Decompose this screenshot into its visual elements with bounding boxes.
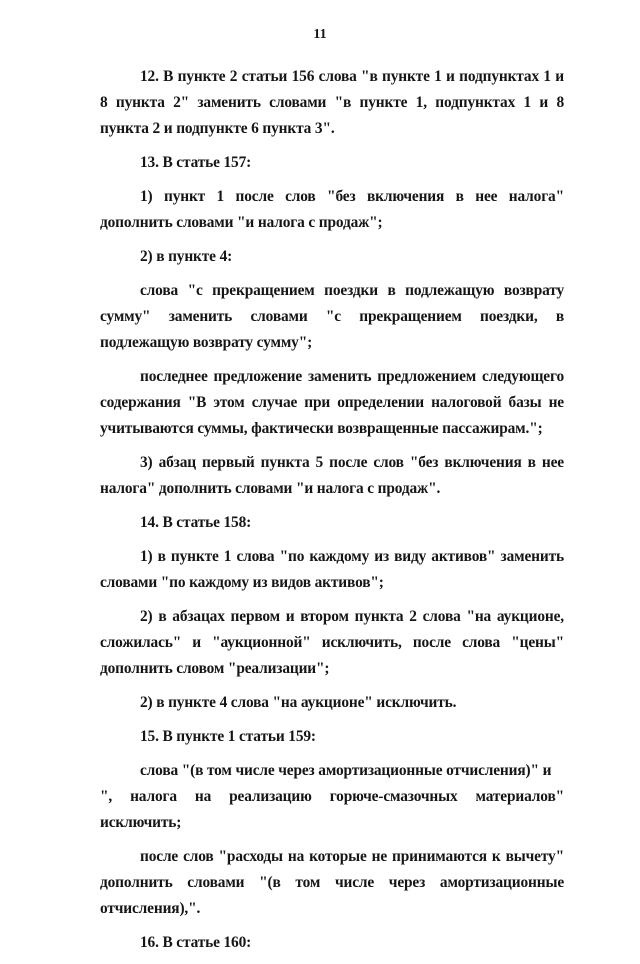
paragraph-13-2-sentence: последнее предложение заменить предложением следующего содержания "В этом случае при определении налоговой базы не учитываются суммы, фактически возвращенные пассажирам.";: [100, 368, 564, 437]
paragraph-item-16-heading: 16. В статье 160:: [140, 934, 252, 951]
paragraph-14-2b: 2) в пункте 4 слова "на аукционе" исключить.: [140, 694, 457, 711]
page-number: 11: [313, 27, 327, 42]
paragraph-item-12: 12. В пункте 2 статьи 156 слова "в пункте 1 и подпунктах 1 и 8 пункта 2" заменить словами "в пункте 1, подпунктах 1 и 8 пункта 2 и подпункте 6 пункта 3".: [100, 68, 564, 137]
paragraph-item-15-heading: 15. В пункте 1 статьи 159:: [140, 728, 316, 745]
paragraph-item-14-heading: 14. В статье 158:: [140, 514, 252, 531]
paragraph-13-2: 2) в пункте 4:: [140, 248, 233, 265]
paragraph-13-2-words: слова "с прекращением поездки в подлежащую возврату сумму" заменить словами "с прекращением поездки, в подлежащую возврату сумму";: [100, 282, 564, 351]
paragraph-15-after-words: после слов "расходы на которые не принимаются к вычету" дополнить словами "(в том числе через амортизационные отчисления),".: [100, 848, 564, 917]
paragraph-15-words: слова "(в том числе через амортизационные отчисления)" и: [140, 762, 552, 779]
paragraph-14-1: 1) в пункте 1 слова "по каждому из виду активов" заменить словами "по каждому из видов активов";: [100, 548, 564, 591]
document-body: [100, 64, 564, 964]
paragraph-13-3: 3) абзац первый пункта 5 после слов "без включения в нее налога" дополнить словами "и налога с продаж".: [100, 454, 564, 497]
paragraph-13-1: 1) пункт 1 после слов "без включения в нее налога" дополнить словами "и налога с продаж";: [100, 188, 564, 231]
paragraph-15-tax-exclusion: ", налога на реализацию горюче-смазочных материалов" исключить;: [100, 788, 564, 831]
paragraph-item-13-heading: 13. В статье 157:: [140, 154, 252, 171]
paragraph-14-2: 2) в абзацах первом и втором пункта 2 слова "на аукционе, сложилась" и "аукционной" исключить, после слова "цены" дополнить словом "реализации";: [100, 608, 564, 677]
